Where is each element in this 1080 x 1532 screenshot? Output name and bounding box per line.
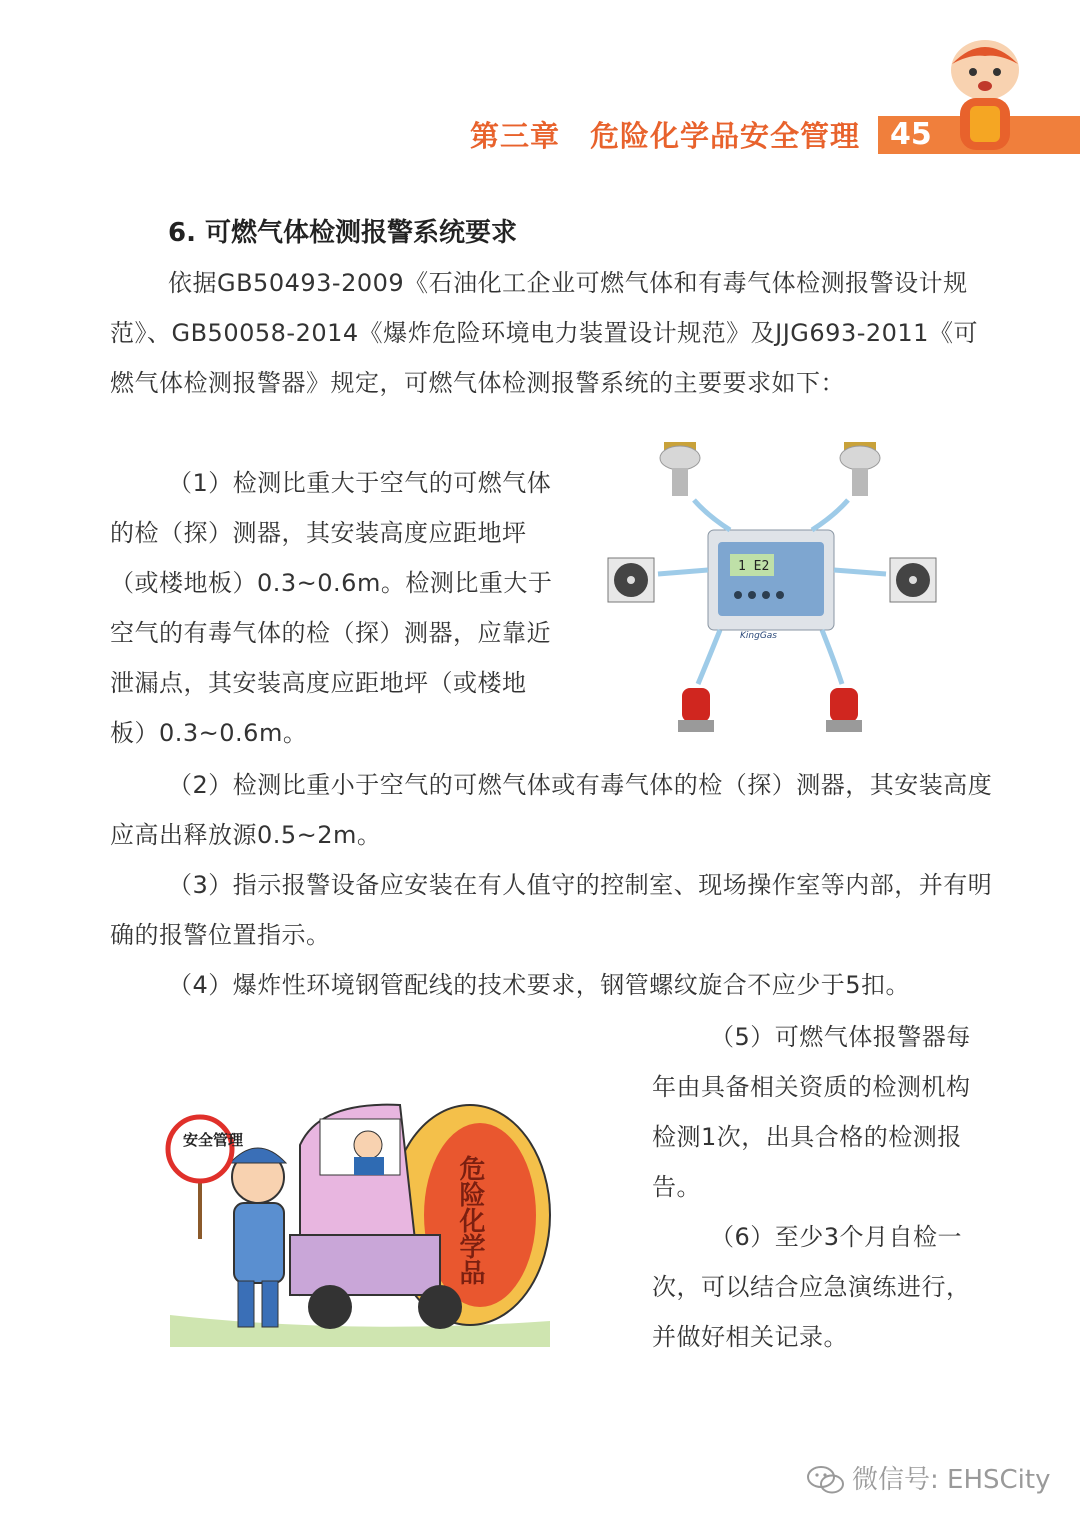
controller-display: 1 E2 [738,559,770,574]
intro-paragraph: 依据GB50493-2009《石油化工企业可燃气体和有毒气体检测报警设计规范》、GB50058-2014《爆炸危险环境电力装置设计规范》及JJG693-2011《可燃气体检测报警器》规定，可燃气体检测报警系统的主要要求如下： [110,269,978,397]
requirement-3: （3）指示报警设备应安装在有人值守的控制室、现场操作室等内部，并有明确的报警位置指示。 [110,871,993,949]
controller-brand: KingGas [740,631,777,641]
requirement-5: （5）可燃气体报警器每年由具备相关资质的检测机构检测1次，出具合格的检测报告。 [652,1023,971,1201]
sign-label: 安全管理 [183,1131,244,1149]
mascot-illustration [940,36,1030,158]
gas-detector-right [840,442,880,496]
requirement-6: （6）至少3个月自检一次，可以结合应急演练进行，并做好相关记录。 [652,1223,971,1351]
alarm-controller [708,530,834,641]
tank-label: 危险化学品 [455,1155,485,1285]
hazmat-truck-cartoon [150,1085,570,1355]
section-title: 6. 可燃气体检测报警系统要求 [168,218,518,248]
page-number: 45 [890,117,932,152]
chapter-title: 第三章 危险化学品安全管理 [470,119,861,153]
wechat-icon [806,1464,846,1496]
alarm-lamp-left [678,688,714,732]
exhaust-fan-left [608,558,654,602]
requirement-4: （4）爆炸性环境钢管配线的技术要求，钢管螺纹旋合不应少于5扣。 [168,971,911,999]
gas-detector-system-figure [590,430,990,750]
requirement-1: （1）检测比重大于空气的可燃气体的检（探）测器，其安装高度应距地坪（或楼地板）0.3~0.6m。检测比重大于空气的有毒气体的检（探）测器，应靠近泄漏点，其安装高度应距地坪（或楼地板）0.3~0.6m。 [110,469,553,747]
exhaust-fan-right [890,558,936,602]
gas-detector-left [660,442,700,496]
watermark-text: 微信号: EHSCity [852,1465,1051,1495]
alarm-lamp-right [826,688,862,732]
requirement-2: （2）检测比重小于空气的可燃气体或有毒气体的检（探）测器，其安装高度应高出释放源0.5~2m。 [110,771,993,849]
